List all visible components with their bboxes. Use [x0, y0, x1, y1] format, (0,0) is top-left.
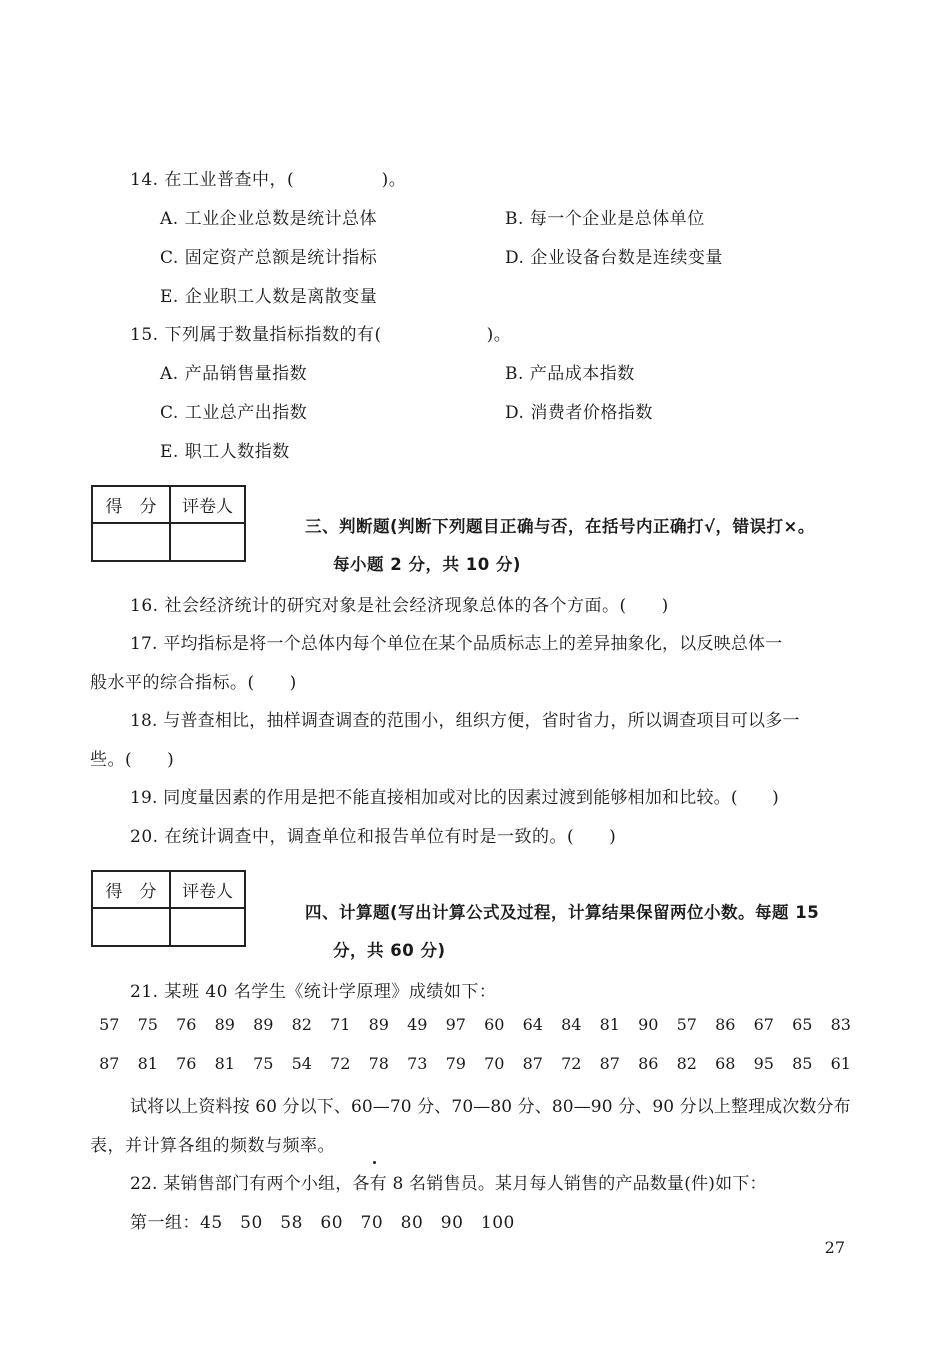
score-value: 86 [638, 1054, 659, 1073]
q14-stem: 14. 在工业普查中，( )。 [130, 170, 407, 190]
score-value: 81 [599, 1015, 620, 1034]
score-value: 87 [99, 1054, 120, 1073]
grader-cell[interactable] [170, 523, 245, 561]
score-value: 97 [445, 1015, 466, 1034]
score-value: 81 [137, 1054, 158, 1073]
ink-dot [373, 1161, 376, 1164]
score-value: 75 [137, 1015, 158, 1034]
q14-option-c: C. 固定资产总额是统计指标 [160, 248, 378, 268]
q20: 20. 在统计调查中，调查单位和报告单位有时是一致的。( ) [130, 827, 617, 847]
scores-row-1 [90, 1015, 860, 1034]
score-value: 79 [445, 1054, 466, 1073]
score-value: 73 [407, 1054, 428, 1073]
score-value: 85 [792, 1054, 813, 1073]
score-value: 78 [368, 1054, 389, 1073]
q14-option-a: A. 工业企业总数是统计总体 [160, 209, 378, 229]
q15-stem: 15. 下列属于数量指标指数的有( )。 [130, 325, 512, 345]
score-value: 84 [561, 1015, 582, 1034]
score-value: 57 [676, 1015, 697, 1034]
score-value: 82 [676, 1054, 697, 1073]
score-value: 76 [176, 1015, 197, 1034]
q16: 16. 社会经济统计的研究对象是社会经济现象总体的各个方面。( ) [130, 596, 669, 616]
score-value: 95 [753, 1054, 774, 1073]
section4-title-cont: 分，共 60 分) [333, 941, 446, 960]
score-cell[interactable] [92, 908, 170, 946]
grader-cell[interactable] [170, 908, 245, 946]
q17-line1: 17. 平均指标是将一个总体内每个单位在某个品质标志上的差异抽象化，以反映总体一 [130, 634, 783, 654]
score-box-section3 [91, 485, 246, 562]
score-value: 64 [522, 1015, 543, 1034]
score-value: 86 [715, 1015, 736, 1034]
score-value: 82 [291, 1015, 312, 1034]
q21-stem: 21. 某班 40 名学生《统计学原理》成绩如下： [130, 982, 497, 1002]
q15-option-e: E. 职工人数指数 [160, 442, 290, 462]
grader-header: 评卷人 [170, 871, 245, 908]
score-value: 87 [599, 1054, 620, 1073]
score-value: 72 [561, 1054, 582, 1073]
score-cell[interactable] [92, 523, 170, 561]
q22-group1: 第一组：45 50 58 60 70 80 90 100 [130, 1213, 515, 1233]
score-value: 67 [753, 1015, 774, 1034]
score-value: 72 [330, 1054, 351, 1073]
score-value: 89 [253, 1015, 274, 1034]
q22-stem: 22. 某销售部门有两个小组，各有 8 名销售员。某月每人销售的产品数量(件)如下： [130, 1174, 767, 1194]
score-value: 90 [638, 1015, 659, 1034]
score-value: 89 [214, 1015, 235, 1034]
section3-title-cont: 每小题 2 分，共 10 分) [333, 555, 521, 574]
score-box-section4 [91, 870, 246, 947]
q15-option-a: A. 产品销售量指数 [160, 364, 308, 384]
q18-line1: 18. 与普查相比，抽样调查调查的范围小，组织方便，省时省力，所以调查项目可以多一 [130, 711, 800, 731]
score-header: 得 分 [92, 871, 170, 908]
score-value: 54 [291, 1054, 312, 1073]
score-value: 83 [830, 1015, 851, 1034]
q14-option-b: B. 每一个企业是总体单位 [505, 209, 705, 229]
score-value: 70 [484, 1054, 505, 1073]
score-value: 57 [99, 1015, 120, 1034]
section4-title: 四、计算题(写出计算公式及过程，计算结果保留两位小数。每题 15 [305, 903, 820, 922]
q14-option-e: E. 企业职工人数是离散变量 [160, 287, 378, 307]
score-value: 75 [253, 1054, 274, 1073]
score-value: 60 [484, 1015, 505, 1034]
score-value: 76 [176, 1054, 197, 1073]
q15-option-b: B. 产品成本指数 [505, 364, 635, 384]
score-value: 65 [792, 1015, 813, 1034]
q17-line2: 般水平的综合指标。( ) [90, 673, 297, 693]
q18-line2: 些。( ) [90, 750, 175, 770]
q21-task-line1: 试将以上资料按 60 分以下、60—70 分、70—80 分、80—90 分、90 分以上整理成次数分布 [130, 1097, 851, 1117]
score-header: 得 分 [92, 486, 170, 523]
section3-title: 三、判断题(判断下列题目正确与否，在括号内正确打√，错误打×。 [305, 517, 815, 536]
page-number: 27 [824, 1238, 845, 1257]
score-value: 49 [407, 1015, 428, 1034]
score-value: 81 [214, 1054, 235, 1073]
q15-option-c: C. 工业总产出指数 [160, 403, 308, 423]
score-value: 61 [830, 1054, 851, 1073]
score-value: 89 [368, 1015, 389, 1034]
q19: 19. 同度量因素的作用是把不能直接相加或对比的因素过渡到能够相加和比较。( ) [130, 788, 779, 808]
q14-option-d: D. 企业设备台数是连续变量 [505, 248, 723, 268]
q15-option-d: D. 消费者价格指数 [505, 403, 653, 423]
scores-row-2 [90, 1054, 860, 1073]
score-value: 68 [715, 1054, 736, 1073]
score-value: 71 [330, 1015, 351, 1034]
grader-header: 评卷人 [170, 486, 245, 523]
score-value: 87 [522, 1054, 543, 1073]
q21-task-line2: 表，并计算各组的频数与频率。 [90, 1136, 335, 1156]
